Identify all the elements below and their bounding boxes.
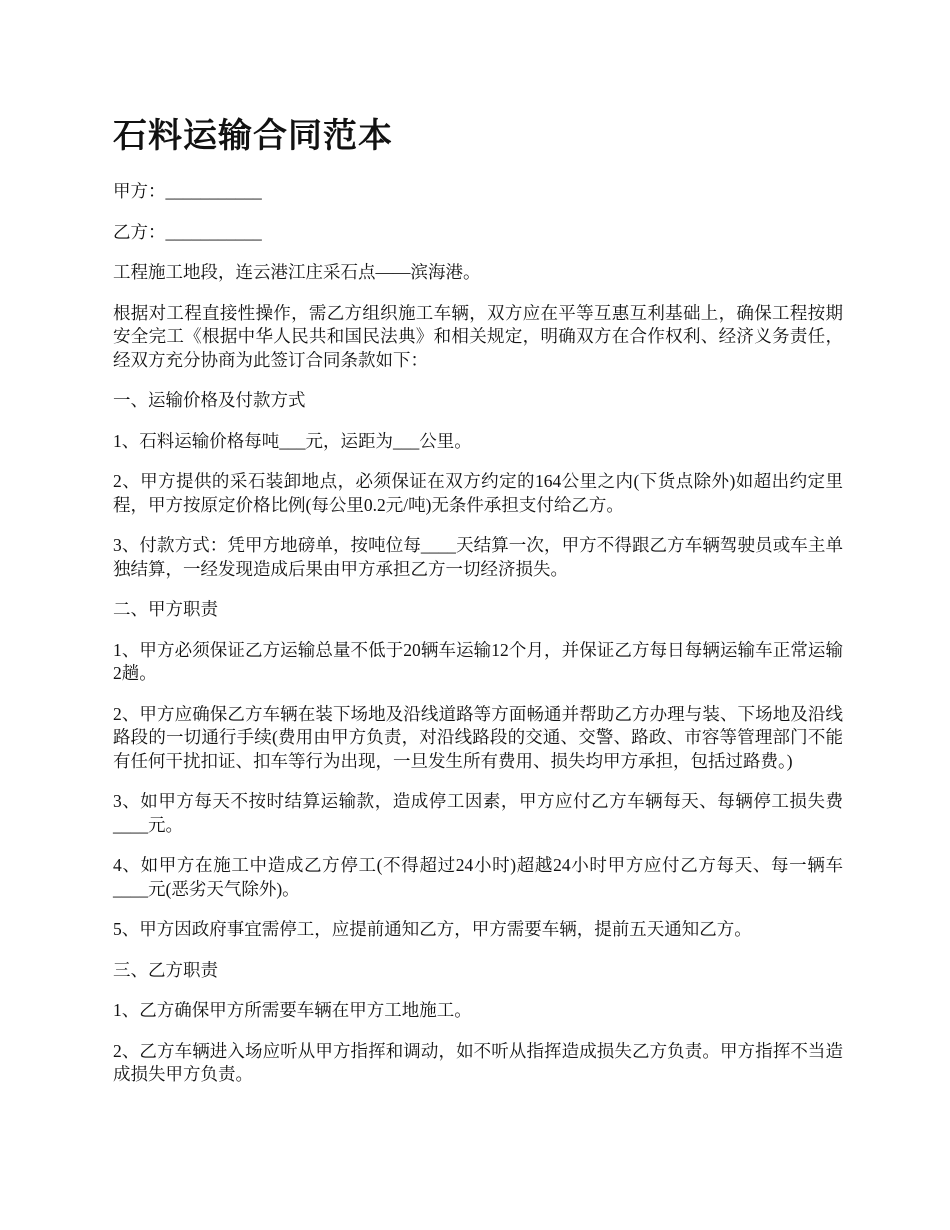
party-a-line: 甲方：___________ [113, 181, 262, 201]
clause-payment-method: 3、付款方式：凭甲方地磅单，按吨位每____天结算一次，甲方不得跟乙方车辆驾驶员或车主单独结算，一经发现造成后果由甲方承担乙方一切经济损失。 [113, 535, 843, 579]
party-b-line: 乙方：___________ [113, 221, 262, 242]
document-page [113, 112, 843, 1104]
section-heading-party-b: 三、乙方职责 [113, 959, 218, 980]
section-heading-party-a: 二、甲方职责 [113, 599, 218, 619]
construction-site-paragraph: 工程施工地段，连云港江庄采石点——滨海港。 [113, 262, 481, 282]
clause-b-command: 2、乙方车辆进入场应听从甲方指挥和调动，如不听从指挥造成损失乙方负责。甲方指挥不当造成损失甲方负责。 [113, 1040, 843, 1084]
preamble-paragraph: 根据对工程直接性操作，需乙方组织施工车辆，双方应在平等互惠互利基础上，确保工程按期安全完工《根据中华人民共和国民法典》和相关规定，明确双方在合作权利、经济义务责任，经双方充分协商为此签订合同条款如下： [113, 302, 843, 370]
clause-price: 1、石料运输价格每吨___元，运距为___公里。 [113, 430, 472, 451]
clause-b-vehicles: 1、乙方确保甲方所需要车辆在甲方工地施工。 [113, 1000, 472, 1020]
clause-a-government: 5、甲方因政府事宜需停工，应提前通知乙方，甲方需要车辆，提前五天通知乙方。 [113, 919, 752, 939]
clause-a-stoppage: 4、如甲方在施工中造成乙方停工(不得超过24小时)超越24小时甲方应付乙方每天、每一辆车____元(恶劣天气除外)。 [113, 855, 843, 899]
clause-a-access: 2、甲方应确保乙方车辆在装下场地及沿线道路等方面畅通并帮助乙方办理与装、下场地及沿线路段的一切通行手续(费用由甲方负责，对沿线路段的交通、交警、路政、市容等管理部门不能有任何干扰扣证、扣车等行为出现，一旦发生所有费用、损失均甲方承担，包括过路费。) [113, 703, 843, 771]
clause-a-settlement: 3、如甲方每天不按时结算运输款，造成停工因素，甲方应付乙方车辆每天、每辆停工损失费____元。 [113, 791, 843, 835]
section-heading-price-payment: 一、运输价格及付款方式 [113, 390, 306, 410]
clause-a-volume: 1、甲方必须保证乙方运输总量不低于20辆车运输12个月，并保证乙方每日每辆运输车正常运输2趟。 [113, 639, 843, 683]
clause-distance: 2、甲方提供的采石装卸地点，必须保证在双方约定的164公里之内(下货点除外)如超出约定里程，甲方按原定价格比例(每公里0.2元/吨)无条件承担支付给乙方。 [113, 471, 843, 515]
document-title: 石料运输合同范本 [113, 116, 393, 156]
